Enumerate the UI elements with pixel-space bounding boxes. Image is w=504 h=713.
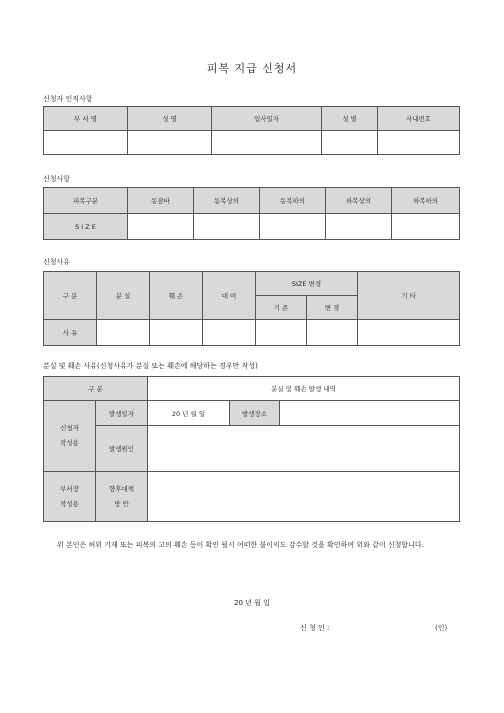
- size-summer-bottom-field[interactable]: [392, 214, 460, 240]
- changed-size-field[interactable]: [307, 320, 358, 346]
- future-measure-label: [96, 472, 148, 522]
- section-loss-damage-label: 분실 및 훼손 사유(신청사유가 분실 또는 훼손에 해당하는 경우만 작성): [43, 362, 258, 370]
- header-occurrence-details: 분실 및 훼손 발생 내역: [148, 377, 460, 401]
- reason-table: [43, 271, 460, 346]
- section-request-label: 신청사항: [43, 175, 71, 183]
- dept-label-line1: 부서장: [60, 484, 79, 493]
- header-summer-top: 하복상의: [326, 188, 392, 214]
- header-other: 기 타: [358, 272, 460, 320]
- header-winter-jacket: 동잠바: [128, 188, 194, 214]
- header-category-4: 구 분: [44, 377, 148, 401]
- size-label: S I Z E: [44, 214, 128, 240]
- measure-label-line2: 방 안: [114, 499, 129, 508]
- occur-place-field[interactable]: [280, 401, 460, 426]
- size-winter-bottom-field[interactable]: [260, 214, 326, 240]
- size-summer-top-field[interactable]: [326, 214, 392, 240]
- size-winter-jacket-field[interactable]: [128, 214, 194, 240]
- document-title: 피복 지급 신청서: [206, 62, 298, 75]
- applicant-sign-label: 신 청 인 :: [300, 624, 330, 632]
- header-gender: 성 별: [322, 107, 378, 131]
- existing-size-field[interactable]: [256, 320, 307, 346]
- occur-cause-field[interactable]: [148, 426, 460, 472]
- dept-head-section-label: [44, 472, 96, 522]
- employee-number-field[interactable]: [378, 131, 460, 155]
- loss-damage-table: [43, 376, 460, 522]
- request-table: [43, 187, 460, 240]
- header-damaged: 훼 손: [150, 272, 203, 320]
- loan-field[interactable]: [203, 320, 256, 346]
- header-clothing-type: 피복구분: [44, 188, 128, 214]
- size-winter-top-field[interactable]: [194, 214, 260, 240]
- section-personal-info-label: 신청자 인적사항: [43, 95, 93, 103]
- damaged-field[interactable]: [150, 320, 203, 346]
- header-size-change: SIZE 변경: [256, 272, 358, 296]
- occur-place-label: 발생장소: [230, 401, 280, 426]
- header-employee-number: 사내번호: [378, 107, 460, 131]
- gender-field[interactable]: [322, 131, 378, 155]
- header-lost: 분 실: [97, 272, 150, 320]
- other-field[interactable]: [358, 320, 460, 346]
- measure-label-line1: 향후대책: [108, 484, 135, 493]
- header-category: 구 분: [44, 272, 97, 320]
- header-winter-top: 동복상의: [194, 188, 260, 214]
- future-measure-field[interactable]: [148, 472, 460, 522]
- section-reason-label: 신청사유: [43, 258, 71, 266]
- application-date: 20 년 월 일: [234, 599, 270, 607]
- seal-mark: (인): [435, 624, 448, 632]
- notice-text: 위 본인은 허위 기재 또는 피복의 고의 훼손 등이 확인 될시 어떠한 불이익도 감수할 것을 확인하며 위와 같이 신청합니다.: [57, 541, 424, 549]
- personal-info-table: [43, 106, 460, 155]
- occur-cause-label: 발생원인: [96, 426, 148, 472]
- lost-field[interactable]: [97, 320, 150, 346]
- header-existing: 기 존: [256, 296, 307, 320]
- header-join-date: 입사일자: [212, 107, 322, 131]
- dept-label-line2: 작성용: [60, 499, 79, 508]
- join-date-field[interactable]: [212, 131, 322, 155]
- header-winter-bottom: 동복하의: [260, 188, 326, 214]
- header-change: 변 경: [307, 296, 358, 320]
- applicant-section-label: [44, 401, 96, 472]
- applicant-label-line1: 신청자: [60, 424, 79, 432]
- applicant-label-line2: 작성용: [60, 439, 79, 447]
- header-loan: 대 여: [203, 272, 256, 320]
- header-department: 부 서 명: [44, 107, 128, 131]
- header-name: 성 명: [128, 107, 212, 131]
- department-field[interactable]: [44, 131, 128, 155]
- occur-date-field[interactable]: 20 년 월 일: [148, 401, 230, 426]
- name-field[interactable]: [128, 131, 212, 155]
- header-summer-bottom: 하복하의: [392, 188, 460, 214]
- reason-label: 사 유: [44, 320, 97, 346]
- occur-date-label: 발생일자: [96, 401, 148, 426]
- applicant-signature: [300, 623, 448, 633]
